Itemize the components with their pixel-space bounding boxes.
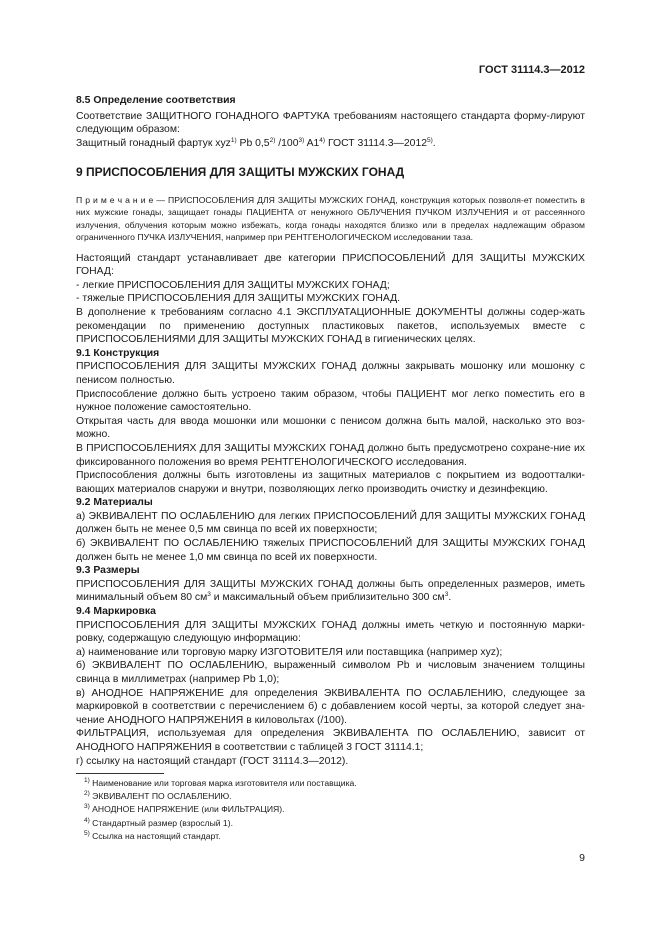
footnote-text: АНОДНОЕ НАПРЯЖЕНИЕ (или ФИЛЬТРАЦИЯ). — [89, 804, 285, 815]
section-9-paragraph-2: В дополнение к требованиям согласно 4.1 ЭКСПЛУАТАЦИОННЫЕ ДОКУМЕНТЫ должны содер-жать рекомендации по применению доступных пластиковых пакетов, используемых вместе с ПРИСПОСОБЛЕНИЯМИ ДЛЯ ЗАЩИТЫ МУЖСКИХ ГОНАД в гигиенических целях. — [76, 306, 585, 346]
section-9-4-item-g: г) ссылку на настоящий стандарт (ГОСТ 31114.3—2012). — [76, 755, 349, 767]
section-9-3-heading: 9.3 Размеры — [76, 565, 140, 577]
footnote-1 — [84, 777, 564, 790]
footnote-mark: 5) — [84, 829, 90, 837]
section-9-1-paragraph-2: Приспособление должно быть устроено таким образом, чтобы ПАЦИЕНТ мог легко поместить его в нужное положение самостоятельно. — [76, 388, 585, 414]
footnote-ref: 5) — [427, 136, 433, 144]
dimension-text: ПРИСПОСОБЛЕНИЯ ДЛЯ ЗАЩИТЫ МУЖСКИХ ГОНАД должны быть определенных размеров, иметь минимальный объем 80 см — [76, 578, 585, 604]
section-9-4-item-a: а) наименование или торговую марку ИЗГОТОВИТЕЛЯ или поставщика (например xyz); — [76, 646, 503, 658]
marking-part: ГОСТ 31114.3—2012 — [325, 137, 428, 149]
section-9-1-paragraph-4: В ПРИСПОСОБЛЕНИЯХ ДЛЯ ЗАЩИТЫ МУЖСКИХ ГОНАД должно быть предусмотрено сохране-ние их фиксированного положения во время РЕНТГЕНОЛОГИЧЕСКОГО исследования. — [76, 442, 585, 468]
section-8-5-heading: 8.5 Определение соответствия — [76, 95, 236, 106]
footnote-text: Ссылка на настоящий стандарт. — [89, 830, 221, 841]
marking-part: Pb 0,5 — [236, 137, 270, 149]
section-9-4-heading: 9.4 Маркировка — [76, 606, 156, 618]
footnote-text: Стандартный размер (взрослый 1). — [89, 817, 233, 828]
page-number: 9 — [579, 852, 585, 864]
footnote-5 — [84, 830, 564, 843]
footnotes — [84, 777, 564, 843]
dimension-text: . — [448, 592, 452, 604]
footnote-mark: 4) — [84, 816, 90, 824]
page-body — [76, 94, 585, 768]
footnote-2 — [84, 790, 564, 803]
section-9-1-paragraph-1: ПРИСПОСОБЛЕНИЯ ДЛЯ ЗАЩИТЫ МУЖСКИХ ГОНАД должны закрывать мошонку или мошонку с пенисом полностью. — [76, 361, 585, 386]
section-9-4-item-c: в) АНОДНОЕ НАПРЯЖЕНИЕ для определения ЭКВИВАЛЕНТА ПО ОСЛАБЛЕНИЮ, следующее за маркировкой в соответствии с перечислением б) с добавлением косой черты, за которой следует зна-чение АНОДНОГО НАПРЯЖЕНИЯ в киловольтах (/100). — [76, 687, 585, 726]
footnote-text: ЭКВИВАЛЕНТ ПО ОСЛАБЛЕНИЮ. — [89, 791, 232, 802]
section-9-1-paragraph-5: Приспособления должны быть изготовлены из защитных материалов с покрытием из водоотталки-вающих материалов снаружи и внутри, позволяющих легко производить очистку и дезинфекцию. — [76, 470, 585, 495]
section-9-paragraph-1: Настоящий стандарт устанавливает две категории ПРИСПОСОБЛЕНИЙ ДЛЯ ЗАЩИТЫ МУЖСКИХ ГОНАД: — [76, 252, 585, 278]
superscript: 3 — [207, 591, 211, 599]
section-8-5-paragraph: Соответствие ЗАЩИТНОГО ГОНАДНОГО ФАРТУКА требованиям настоящего стандарта форму-лируют следующим образом: — [76, 110, 585, 136]
footnote-ref: 3) — [298, 136, 305, 144]
section-9-4-paragraph-2: ФИЛЬТРАЦИЯ, используемая для определения ЭКВИВАЛЕНТА ПО ОСЛАБЛЕНИЮ, зависит от АНОДНОГО НАПРЯЖЕНИЯ в соответствии с таблицей 3 ГОСТ 31114.1; — [76, 728, 585, 753]
marking-part: /100 — [275, 137, 299, 149]
document-id-header: ГОСТ 31114.3—2012 — [478, 64, 585, 76]
footnote-ref: 4) — [319, 136, 326, 144]
marking-part: . — [432, 137, 436, 149]
category-item-light: - легкие ПРИСПОСОБЛЕНИЯ ДЛЯ ЗАЩИТЫ МУЖСКИХ ГОНАД; — [76, 279, 390, 291]
footnote-mark: 1) — [84, 777, 90, 784]
superscript: 3 — [444, 591, 449, 599]
footnote-ref: 2) — [269, 136, 276, 144]
marking-example — [76, 137, 585, 151]
footnote-ref: 1) — [230, 136, 237, 144]
marking-part: Защитный гонадный фартук xyz — [76, 137, 231, 149]
section-9-2-item-b: б) ЭКВИВАЛЕНТ ПО ОСЛАБЛЕНИЮ тяжелых ПРИСПОСОБЛЕНИЙ ДЛЯ ЗАЩИТЫ МУЖСКИХ ГОНАД должен быть не менее 1,0 мм свинца по всей их поверхности. — [76, 538, 585, 563]
footnote-4 — [84, 817, 564, 830]
section-9-4-item-b: б) ЭКВИВАЛЕНТ ПО ОСЛАБЛЕНИЮ, выраженный символом Pb и числовым значением толщины свинца в миллиметрах (например Pb 1,0); — [76, 660, 585, 685]
dimension-text: и максимальный объем приблизительно 300 см — [210, 592, 445, 604]
section-9-1-heading: 9.1 Конструкция — [76, 347, 160, 359]
footnote-mark: 2) — [84, 790, 90, 798]
section-9-note: П р и м е ч а н и е — ПРИСПОСОБЛЕНИЯ ДЛЯ ЗАЩИТЫ МУЖСКИХ ГОНАД, конструкция которых позволя-ет поместить в них мужские гонады, защищает гонады ПАЦИЕНТА от ненужного ОБЛУЧЕНИЯ ПУЧКОМ ИЗЛУЧЕНИЯ и от рассеянного излучения, облучения которым можно избежать, когда гонады находятся близко или в пределах надлежащим образом ограниченного ПУЧКА ИЗЛУЧЕНИЯ, например при РЕНТГЕНОЛОГИЧЕСКОМ исследовании таза. — [76, 194, 585, 243]
marking-part: A1 — [304, 137, 320, 149]
section-9-3-paragraph — [76, 578, 585, 605]
category-item-heavy: - тяжелые ПРИСПОСОБЛЕНИЯ ДЛЯ ЗАЩИТЫ МУЖСКИХ ГОНАД. — [76, 293, 401, 305]
footnote-mark: 3) — [84, 803, 90, 811]
section-9-2-item-a: а) ЭКВИВАЛЕНТ ПО ОСЛАБЛЕНИЮ для легких ПРИСПОСОБЛЕНИЙ ДЛЯ ЗАЩИТЫ МУЖСКИХ ГОНАД должен быть не менее 0,5 мм свинца по всей их поверхности; — [76, 510, 585, 536]
footnote-text: Наименование или торговая марка изготовителя или поставщика. — [89, 778, 357, 788]
footnote-3 — [84, 803, 564, 816]
section-9-heading: 9 ПРИСПОСОБЛЕНИЯ ДЛЯ ЗАЩИТЫ МУЖСКИХ ГОНАД — [76, 165, 405, 180]
section-9-1-paragraph-3: Открытая часть для ввода мошонки или мошонки с пенисом должна быть малой, насколько это воз-можно. — [76, 415, 585, 441]
section-9-4-paragraph-1: ПРИСПОСОБЛЕНИЯ ДЛЯ ЗАЩИТЫ МУЖСКИХ ГОНАД должны иметь четкую и постоянную марки-ровку, содержащую следующую информацию: — [76, 619, 585, 645]
section-9-2-heading: 9.2 Материалы — [76, 497, 153, 509]
footnote-separator — [76, 773, 164, 774]
